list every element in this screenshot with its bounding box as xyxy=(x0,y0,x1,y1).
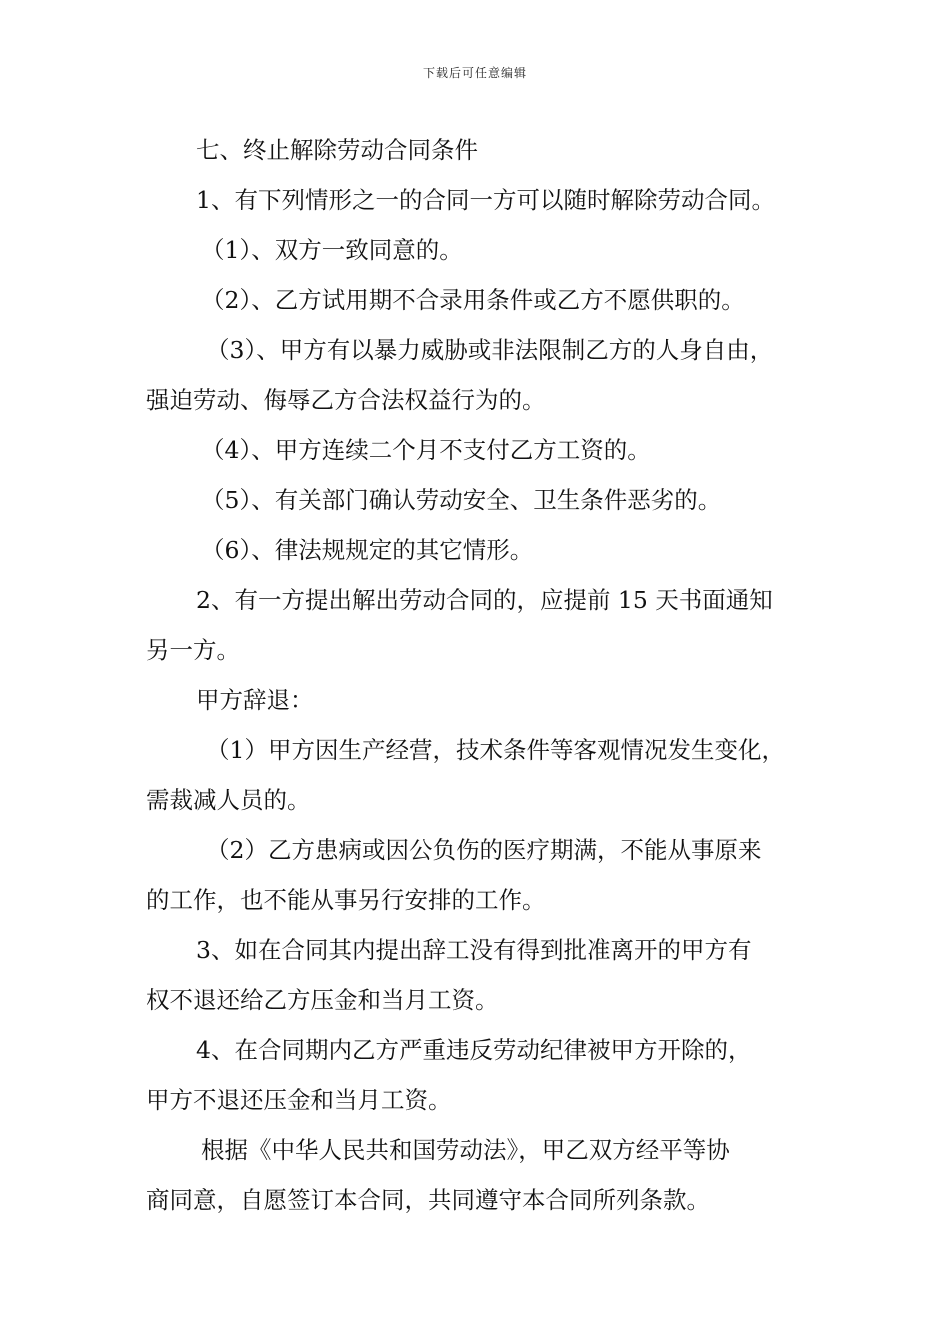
page-header: 下载后可任意编辑 xyxy=(422,66,527,80)
section-heading: 七、终止解除劳动合同条件 xyxy=(196,136,478,164)
clause-2-line-1: 2、有一方提出解出劳动合同的，应提前 15 天书面通知 xyxy=(196,586,773,614)
clause-2-line-2: 另一方。 xyxy=(146,636,240,664)
clause-1-item-3-line-2: 强迫劳动、侮辱乙方合法权益行为的。 xyxy=(146,386,546,414)
clause-1-item-4: （4）、甲方连续二个月不支付乙方工资的。 xyxy=(201,436,651,464)
clause-1-item-1: （1）、双方一致同意的。 xyxy=(201,236,463,264)
clause-1-item-5: （5）、有关部门确认劳动安全、卫生条件恶劣的。 xyxy=(201,486,722,514)
dismissal-item-2-line-1: （2）乙方患病或因公负伤的医疗期满，不能从事原来 xyxy=(206,836,762,864)
clause-1: 1、有下列情形之一的合同一方可以随时解除劳动合同。 xyxy=(196,186,775,214)
closing-line-2: 商同意，自愿签订本合同，共同遵守本合同所列条款。 xyxy=(146,1186,710,1214)
clause-1-item-2: （2）、乙方试用期不合录用条件或乙方不愿供职的。 xyxy=(201,286,745,314)
clause-1-item-6: （6）、律法规规定的其它情形。 xyxy=(201,536,534,564)
dismissal-item-1-line-1: （1）甲方因生产经营，技术条件等客观情况发生变化， xyxy=(206,736,785,764)
closing-line-1: 根据《中华人民共和国劳动法》，甲乙双方经平等协 xyxy=(201,1136,730,1164)
clause-4-line-1: 4、在合同期内乙方严重违反劳动纪律被甲方开除的， xyxy=(196,1036,752,1064)
dismissal-item-2-line-2: 的工作，也不能从事另行安排的工作。 xyxy=(146,886,546,914)
clause-3-line-1: 3、如在合同其内提出辞工没有得到批准离开的甲方有 xyxy=(196,936,752,964)
clause-4-line-2: 甲方不退还压金和当月工资。 xyxy=(146,1086,452,1114)
document-body xyxy=(146,125,826,1225)
dismissal-item-1-line-2: 需裁减人员的。 xyxy=(146,786,311,814)
clause-1-item-3-line-1: （3）、甲方有以暴力威胁或非法限制乙方的人身自由， xyxy=(206,336,774,364)
clause-3-line-2: 权不退还给乙方压金和当月工资。 xyxy=(146,986,499,1014)
dismissal-heading: 甲方辞退： xyxy=(196,686,314,714)
